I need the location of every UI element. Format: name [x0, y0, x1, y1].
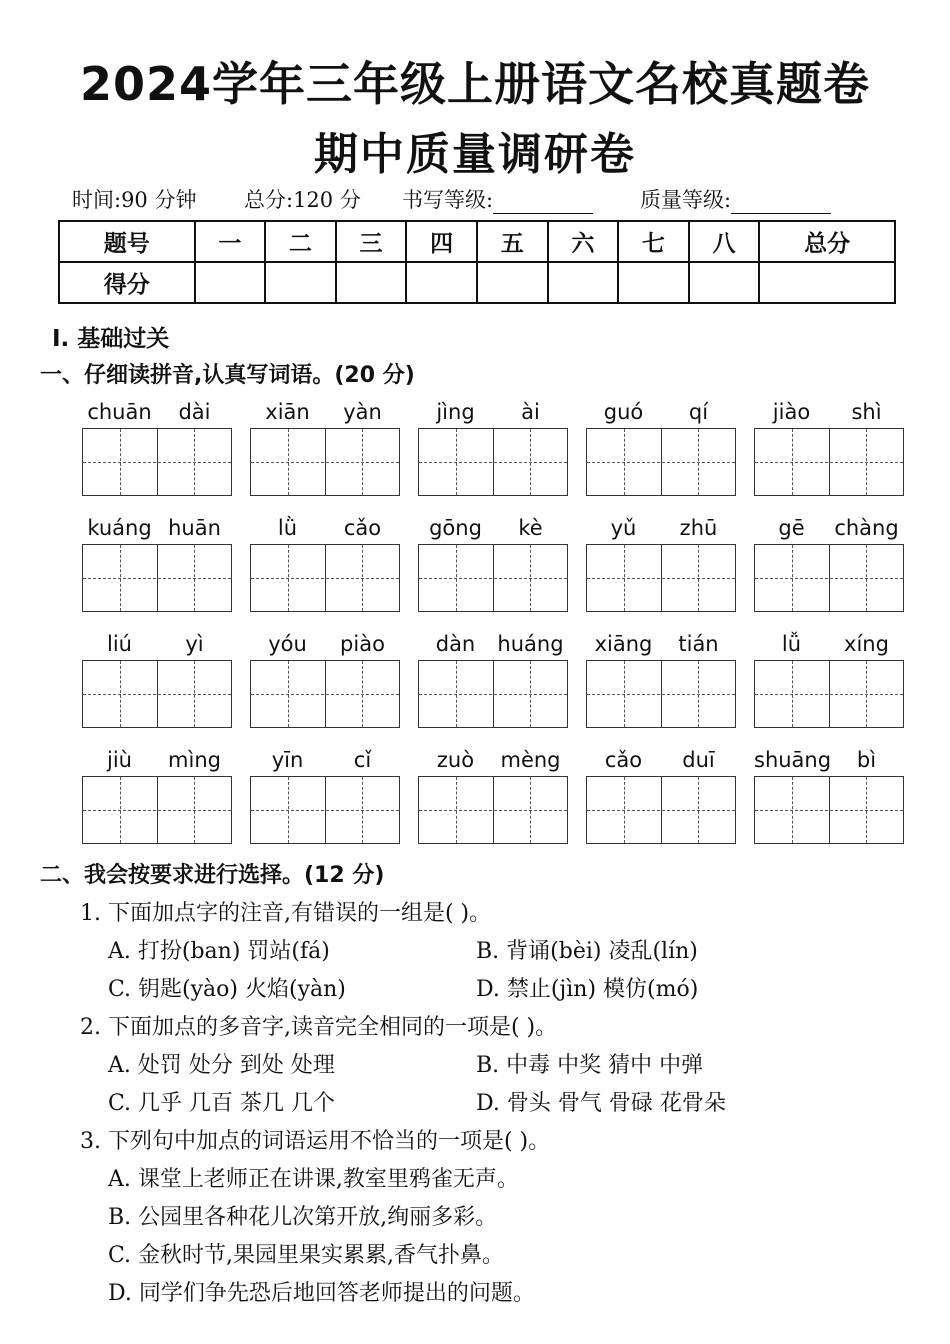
grid-guide-line — [251, 810, 399, 811]
grid-guide-line — [83, 578, 231, 579]
grid-guide-line — [866, 429, 867, 495]
writing-grid[interactable] — [82, 660, 232, 728]
pinyin-word-box — [586, 632, 736, 728]
score-header-cell: 二 — [265, 221, 336, 262]
pinyin-word-box — [418, 516, 568, 612]
grid-guide-line — [866, 777, 867, 843]
grid-guide-line — [251, 578, 399, 579]
pinyin-syllable: lǚ — [781, 632, 802, 656]
score-header-cell: 八 — [689, 221, 760, 262]
grid-guide-line — [624, 661, 625, 727]
pinyin-syllable: mìng — [168, 748, 221, 772]
pinyin-syllable: kuáng — [87, 516, 152, 540]
pinyin-word-box — [754, 632, 904, 728]
pinyin-syllable: yì — [185, 632, 204, 656]
score-cell[interactable] — [548, 262, 619, 303]
pinyin-syllable: lǜ — [277, 516, 298, 540]
grid-guide-line — [530, 545, 531, 611]
grid-guide-line — [624, 545, 625, 611]
pinyin-word-box — [754, 400, 904, 496]
pinyin-syllable: kè — [518, 516, 543, 540]
exam-total: 总分:120 分 — [244, 188, 361, 212]
grid-guide-line — [83, 810, 231, 811]
score-cell[interactable] — [759, 262, 895, 303]
pinyin-syllable: chuān — [87, 400, 152, 424]
pinyin-syllable: jiào — [772, 400, 811, 424]
pinyin-syllable: piào — [340, 632, 385, 656]
pinyin-syllable: xíng — [844, 632, 889, 656]
grid-guide-line — [194, 777, 195, 843]
pinyin-word-box — [586, 748, 736, 844]
grid-guide-line — [792, 545, 793, 611]
score-header-cell: 一 — [195, 221, 266, 262]
grid-guide-line — [755, 694, 903, 695]
score-cell[interactable] — [477, 262, 548, 303]
grid-guide-line — [120, 777, 121, 843]
writing-grid[interactable] — [586, 660, 736, 728]
grid-guide-line — [755, 462, 903, 463]
page-title: 2024学年三年级上册语文名校真题卷 — [79, 57, 871, 111]
score-row-label: 得分 — [59, 262, 195, 303]
writing-grid[interactable] — [250, 428, 400, 496]
writing-grade-blank — [493, 193, 593, 214]
pinyin-syllable: zuò — [436, 748, 475, 772]
grid-guide-line — [251, 694, 399, 695]
grid-guide-line — [419, 810, 567, 811]
pinyin-syllable: shuāng — [754, 748, 832, 772]
pinyin-syllable: duī — [682, 748, 715, 772]
score-cell[interactable] — [265, 262, 336, 303]
grid-guide-line — [362, 661, 363, 727]
writing-grid[interactable] — [586, 776, 736, 844]
q1-stem: 1. 下面加点字的注音,有错误的一组是( )。 — [80, 901, 492, 926]
writing-grade — [402, 184, 593, 214]
pinyin-syllable: cǎo — [604, 748, 643, 772]
pinyin-syllable: dàn — [435, 632, 476, 656]
q1-option-c[interactable]: C. 钥匙(yào) 火焰(yàn) — [108, 977, 346, 1002]
section2-title: 二、我会按要求进行选择。(12 分) — [40, 863, 385, 888]
grid-guide-line — [698, 777, 699, 843]
grid-guide-line — [755, 810, 903, 811]
grid-guide-line — [624, 429, 625, 495]
writing-grid[interactable] — [754, 428, 904, 496]
grid-guide-line — [251, 462, 399, 463]
pinyin-word-box — [418, 632, 568, 728]
score-table-score-row — [59, 262, 895, 303]
grid-guide-line — [194, 429, 195, 495]
q2-option-a[interactable]: A. 处罚 处分 到处 处理 — [108, 1053, 335, 1078]
page-subtitle: 期中质量调研卷 — [314, 129, 636, 180]
score-cell[interactable] — [195, 262, 266, 303]
pinyin-word-box — [82, 748, 232, 844]
pinyin-syllable: zhū — [679, 516, 718, 540]
grid-guide-line — [362, 429, 363, 495]
pinyin-syllable: guó — [603, 400, 644, 424]
grid-guide-line — [419, 462, 567, 463]
writing-grid[interactable] — [754, 776, 904, 844]
pinyin-word-box — [250, 516, 400, 612]
q1-option-a[interactable]: A. 打扮(ban) 罚站(fá) — [108, 939, 330, 964]
grid-guide-line — [419, 694, 567, 695]
pinyin-syllable: yàn — [343, 400, 382, 424]
writing-grid[interactable] — [418, 660, 568, 728]
grid-guide-line — [288, 545, 289, 611]
pinyin-word-box — [586, 400, 736, 496]
quality-grade-label: 质量等级: — [640, 188, 732, 212]
pinyin-syllable: yīn — [271, 748, 304, 772]
q3-stem: 3. 下列句中加点的词语运用不恰当的一项是( )。 — [80, 1129, 551, 1154]
pinyin-word-box — [754, 748, 904, 844]
writing-grid[interactable] — [82, 544, 232, 612]
grid-guide-line — [792, 429, 793, 495]
pinyin-syllable: gōng — [429, 516, 482, 540]
grid-guide-line — [587, 694, 735, 695]
writing-grid[interactable] — [586, 428, 736, 496]
q3-option-b[interactable]: B. 公园里各种花儿次第开放,绚丽多彩。 — [108, 1205, 498, 1230]
pinyin-word-box — [250, 748, 400, 844]
grid-guide-line — [587, 462, 735, 463]
pinyin-word-box — [82, 632, 232, 728]
writing-grid[interactable] — [586, 544, 736, 612]
q3-option-a[interactable]: A. 课堂上老师正在讲课,教室里鸦雀无声。 — [108, 1167, 519, 1192]
pinyin-syllable: liú — [107, 632, 132, 656]
pinyin-word-box — [418, 400, 568, 496]
pinyin-syllable: yǔ — [610, 516, 637, 540]
pinyin-syllable: jìng — [436, 400, 475, 424]
pinyin-syllable: dài — [178, 400, 211, 424]
q2-stem: 2. 下面加点的多音字,读音完全相同的一项是( )。 — [80, 1015, 558, 1040]
pinyin-word-box — [250, 632, 400, 728]
pinyin-syllable: qí — [688, 400, 709, 424]
writing-grid[interactable] — [754, 544, 904, 612]
pinyin-word-box — [250, 400, 400, 496]
q2-option-d[interactable]: D. 骨头 骨气 骨碌 花骨朵 — [476, 1091, 726, 1116]
writing-grid[interactable] — [250, 660, 400, 728]
grid-guide-line — [194, 545, 195, 611]
pinyin-syllable: gē — [778, 516, 805, 540]
grid-guide-line — [456, 661, 457, 727]
writing-grid[interactable] — [250, 544, 400, 612]
pinyin-syllable: cǐ — [353, 748, 372, 772]
grid-guide-line — [792, 661, 793, 727]
grid-guide-line — [456, 429, 457, 495]
q2-option-c[interactable]: C. 几乎 几百 茶几 几个 — [108, 1091, 336, 1116]
writing-grid[interactable] — [418, 544, 568, 612]
pinyin-word-box — [418, 748, 568, 844]
writing-grid[interactable] — [82, 776, 232, 844]
pinyin-syllable: chàng — [834, 516, 899, 540]
grid-guide-line — [698, 661, 699, 727]
part-heading: Ⅰ. 基础过关 — [52, 326, 170, 352]
grid-guide-line — [587, 810, 735, 811]
pinyin-syllable: bì — [856, 748, 877, 772]
score-cell[interactable] — [406, 262, 477, 303]
grid-guide-line — [587, 578, 735, 579]
quality-grade-blank — [731, 193, 831, 214]
score-header-cell: 总分 — [759, 221, 895, 262]
grid-guide-line — [698, 429, 699, 495]
grid-guide-line — [530, 429, 531, 495]
writing-grid[interactable] — [82, 428, 232, 496]
pinyin-syllable: huáng — [497, 632, 564, 656]
pinyin-syllable: tián — [678, 632, 719, 656]
grid-guide-line — [755, 578, 903, 579]
q3-option-d[interactable]: D. 同学们争先恐后地回答老师提出的问题。 — [108, 1281, 535, 1306]
q1-option-b[interactable]: B. 背诵(bèi) 凌乱(lín) — [476, 939, 698, 964]
grid-guide-line — [792, 777, 793, 843]
grid-guide-line — [624, 777, 625, 843]
score-header-cell: 三 — [336, 221, 407, 262]
pinyin-syllable: xiān — [265, 400, 310, 424]
pinyin-syllable: cǎo — [343, 516, 382, 540]
grid-guide-line — [288, 429, 289, 495]
grid-guide-line — [419, 578, 567, 579]
grid-guide-line — [288, 661, 289, 727]
score-table-header-row — [59, 221, 895, 262]
grid-guide-line — [456, 777, 457, 843]
score-cell[interactable] — [618, 262, 689, 303]
pinyin-syllable: mèng — [500, 748, 561, 772]
q2-option-b[interactable]: B. 中毒 中奖 猜中 中弹 — [476, 1053, 704, 1078]
pinyin-syllable: jiù — [107, 748, 132, 772]
score-header-cell: 五 — [477, 221, 548, 262]
grid-guide-line — [120, 429, 121, 495]
score-header-cell: 六 — [548, 221, 619, 262]
grid-guide-line — [194, 661, 195, 727]
grid-guide-line — [866, 661, 867, 727]
pinyin-syllable: huān — [168, 516, 221, 540]
writing-grid[interactable] — [754, 660, 904, 728]
q1-option-d[interactable]: D. 禁止(jìn) 模仿(mó) — [476, 977, 699, 1002]
pinyin-syllable: ài — [521, 400, 540, 424]
grid-guide-line — [456, 545, 457, 611]
score-cell[interactable] — [336, 262, 407, 303]
grid-guide-line — [83, 462, 231, 463]
pinyin-syllable: xiāng — [594, 632, 653, 656]
grid-guide-line — [530, 777, 531, 843]
pinyin-syllable: shì — [851, 400, 882, 424]
score-table — [58, 220, 896, 304]
quality-grade — [640, 184, 831, 214]
pinyin-word-box — [82, 516, 232, 612]
grid-guide-line — [83, 694, 231, 695]
pinyin-word-box — [586, 516, 736, 612]
pinyin-syllable: yóu — [268, 632, 307, 656]
grid-guide-line — [120, 545, 121, 611]
grid-guide-line — [288, 777, 289, 843]
grid-guide-line — [362, 777, 363, 843]
writing-grid[interactable] — [250, 776, 400, 844]
writing-grid[interactable] — [418, 776, 568, 844]
grid-guide-line — [120, 661, 121, 727]
pinyin-word-box — [754, 516, 904, 612]
score-header-cell: 四 — [406, 221, 477, 262]
grid-guide-line — [362, 545, 363, 611]
pinyin-word-box — [82, 400, 232, 496]
q3-option-c[interactable]: C. 金秋时节,果园里果实累累,香气扑鼻。 — [108, 1243, 505, 1268]
grid-guide-line — [530, 661, 531, 727]
section1-title: 一、仔细读拼音,认真写词语。(20 分) — [40, 363, 415, 388]
score-cell[interactable] — [689, 262, 760, 303]
writing-grid[interactable] — [418, 428, 568, 496]
writing-grade-label: 书写等级: — [402, 188, 494, 212]
score-header-cell: 题号 — [59, 221, 195, 262]
score-header-cell: 七 — [618, 221, 689, 262]
grid-guide-line — [698, 545, 699, 611]
grid-guide-line — [866, 545, 867, 611]
exam-time: 时间:90 分钟 — [72, 188, 197, 212]
